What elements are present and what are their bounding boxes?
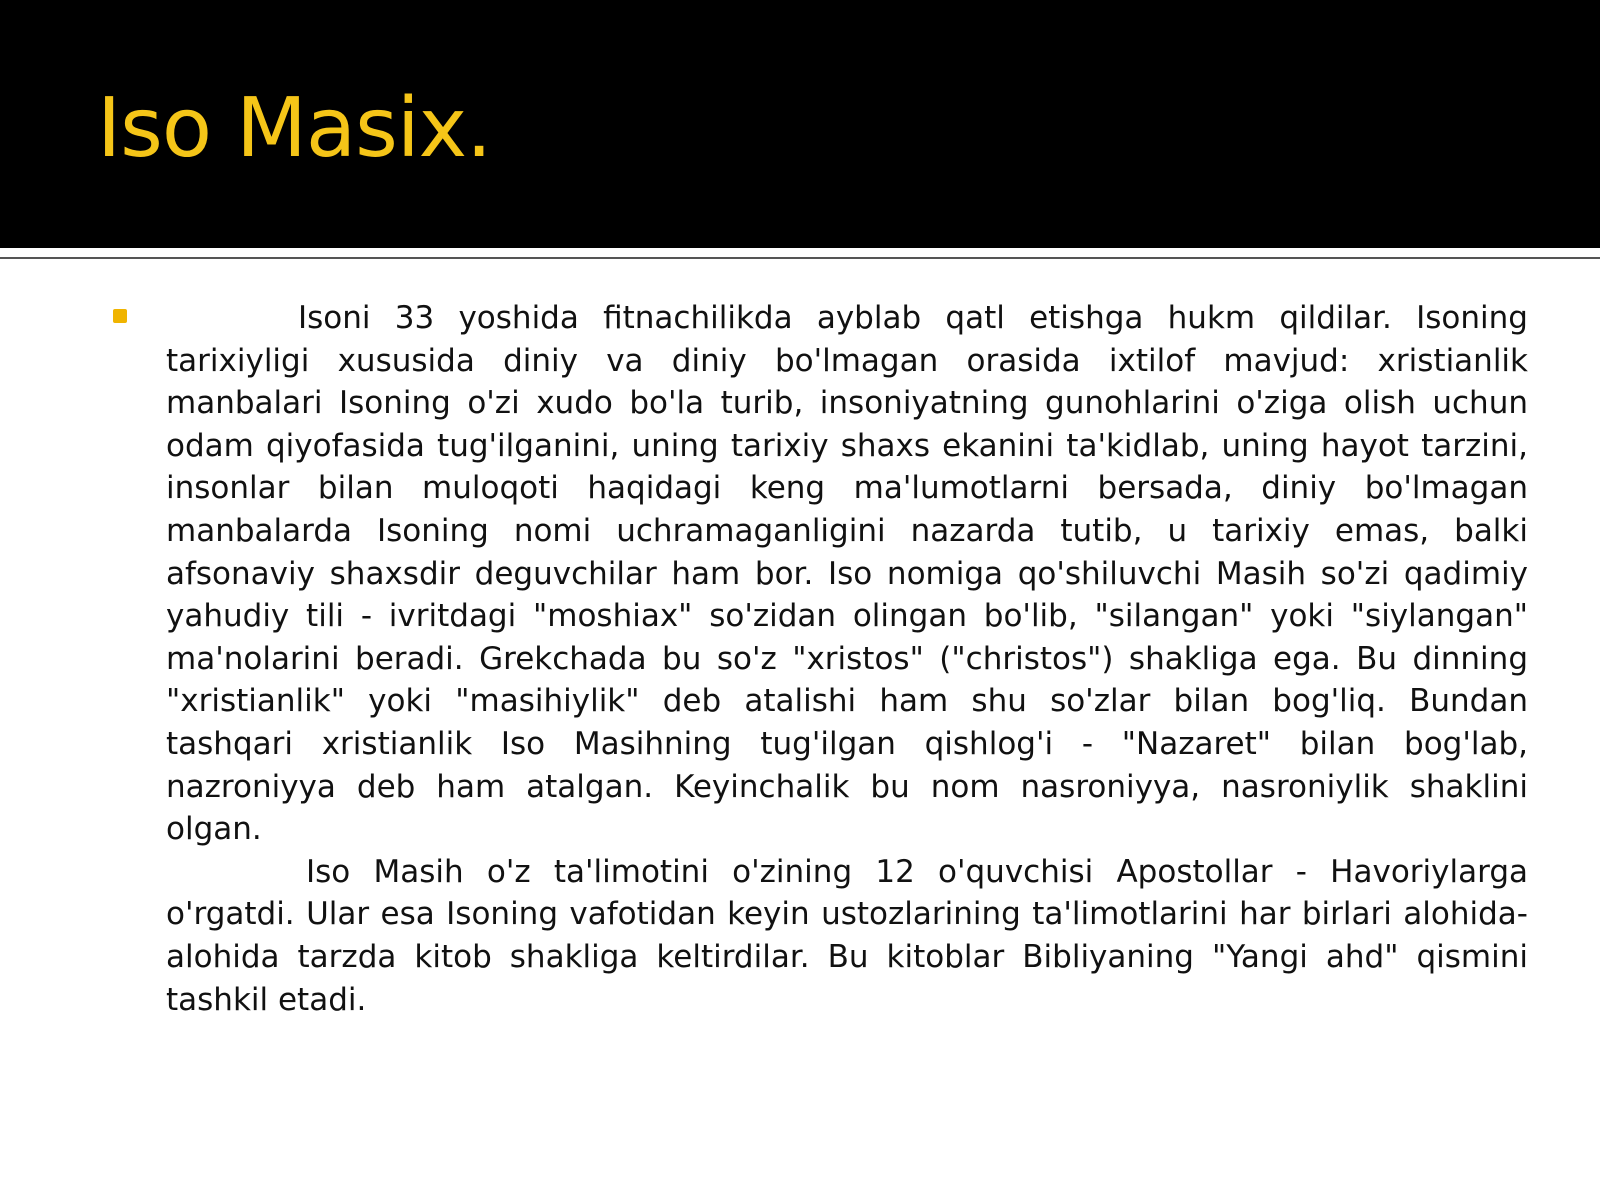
bullet-text (166, 297, 1528, 1021)
bullet-square-icon (113, 309, 127, 323)
slide-title: Iso Masix. (97, 81, 492, 176)
divider-line (0, 248, 1600, 251)
divider-line-thin (0, 257, 1600, 259)
title-band (0, 0, 1600, 248)
paragraph-2: Iso Masih o'z ta'limotini o'zining 12 o'quvchisi Apostollar - Havoriylarga o'rgatdi. Ular esa Isoning vafotidan keyin ustozlarining ta'limotlarini har birlari alohida-alohida tarzda kitob shakliga keltirdilar. Bu kitoblar Bibliyaning "Yangi ahd" qismini tashkil etadi. (166, 853, 1528, 1018)
paragraph-1: Isoni 33 yoshida fitnachilikda ayblab qatl etishga hukm qildilar. Isoning tarixiyligi xususida diniy va diniy bo'lmagan orasida ixtilof mavjud: xristianlik manbalari Isoning o'zi xudo bo'la turib, insoniyatning gunohlarini o'ziga olish uchun odam qiyofasida tug'ilganini, uning tarixiy shaxs ekanini ta'kidlab, uning hayot tarzini, insonlar bilan muloqoti haqidagi keng ma'lumotlarni bersada, diniy bo'lmagan manbalarda Isoning nomi uchramaganligini nazarda tutib, u tarixiy emas, balki afsonaviy shaxsdir deguvchilar ham bor. Iso nomiga qo'shiluvchi Masih so'zi qadimiy yahudiy tili - ivritdagi "moshiax" so'zidan olingan bo'lib, "silangan" yoki "siylangan" ma'nolarini beradi. Grekchada bu so'z "xristos" ("christos") shakliga ega. Bu dinning "xristianlik" yoki "masihiylik" deb atalishi ham shu so'zlar bilan bog'liq. Bundan tashqari xristianlik Iso Masihning tug'ilgan qishlog'i - "Nazaret" bilan bog'lab, nazroniyya deb ham atalgan. Keyinchalik bu nom nasroniyya, nasroniylik shaklini olgan. (166, 300, 1528, 848)
